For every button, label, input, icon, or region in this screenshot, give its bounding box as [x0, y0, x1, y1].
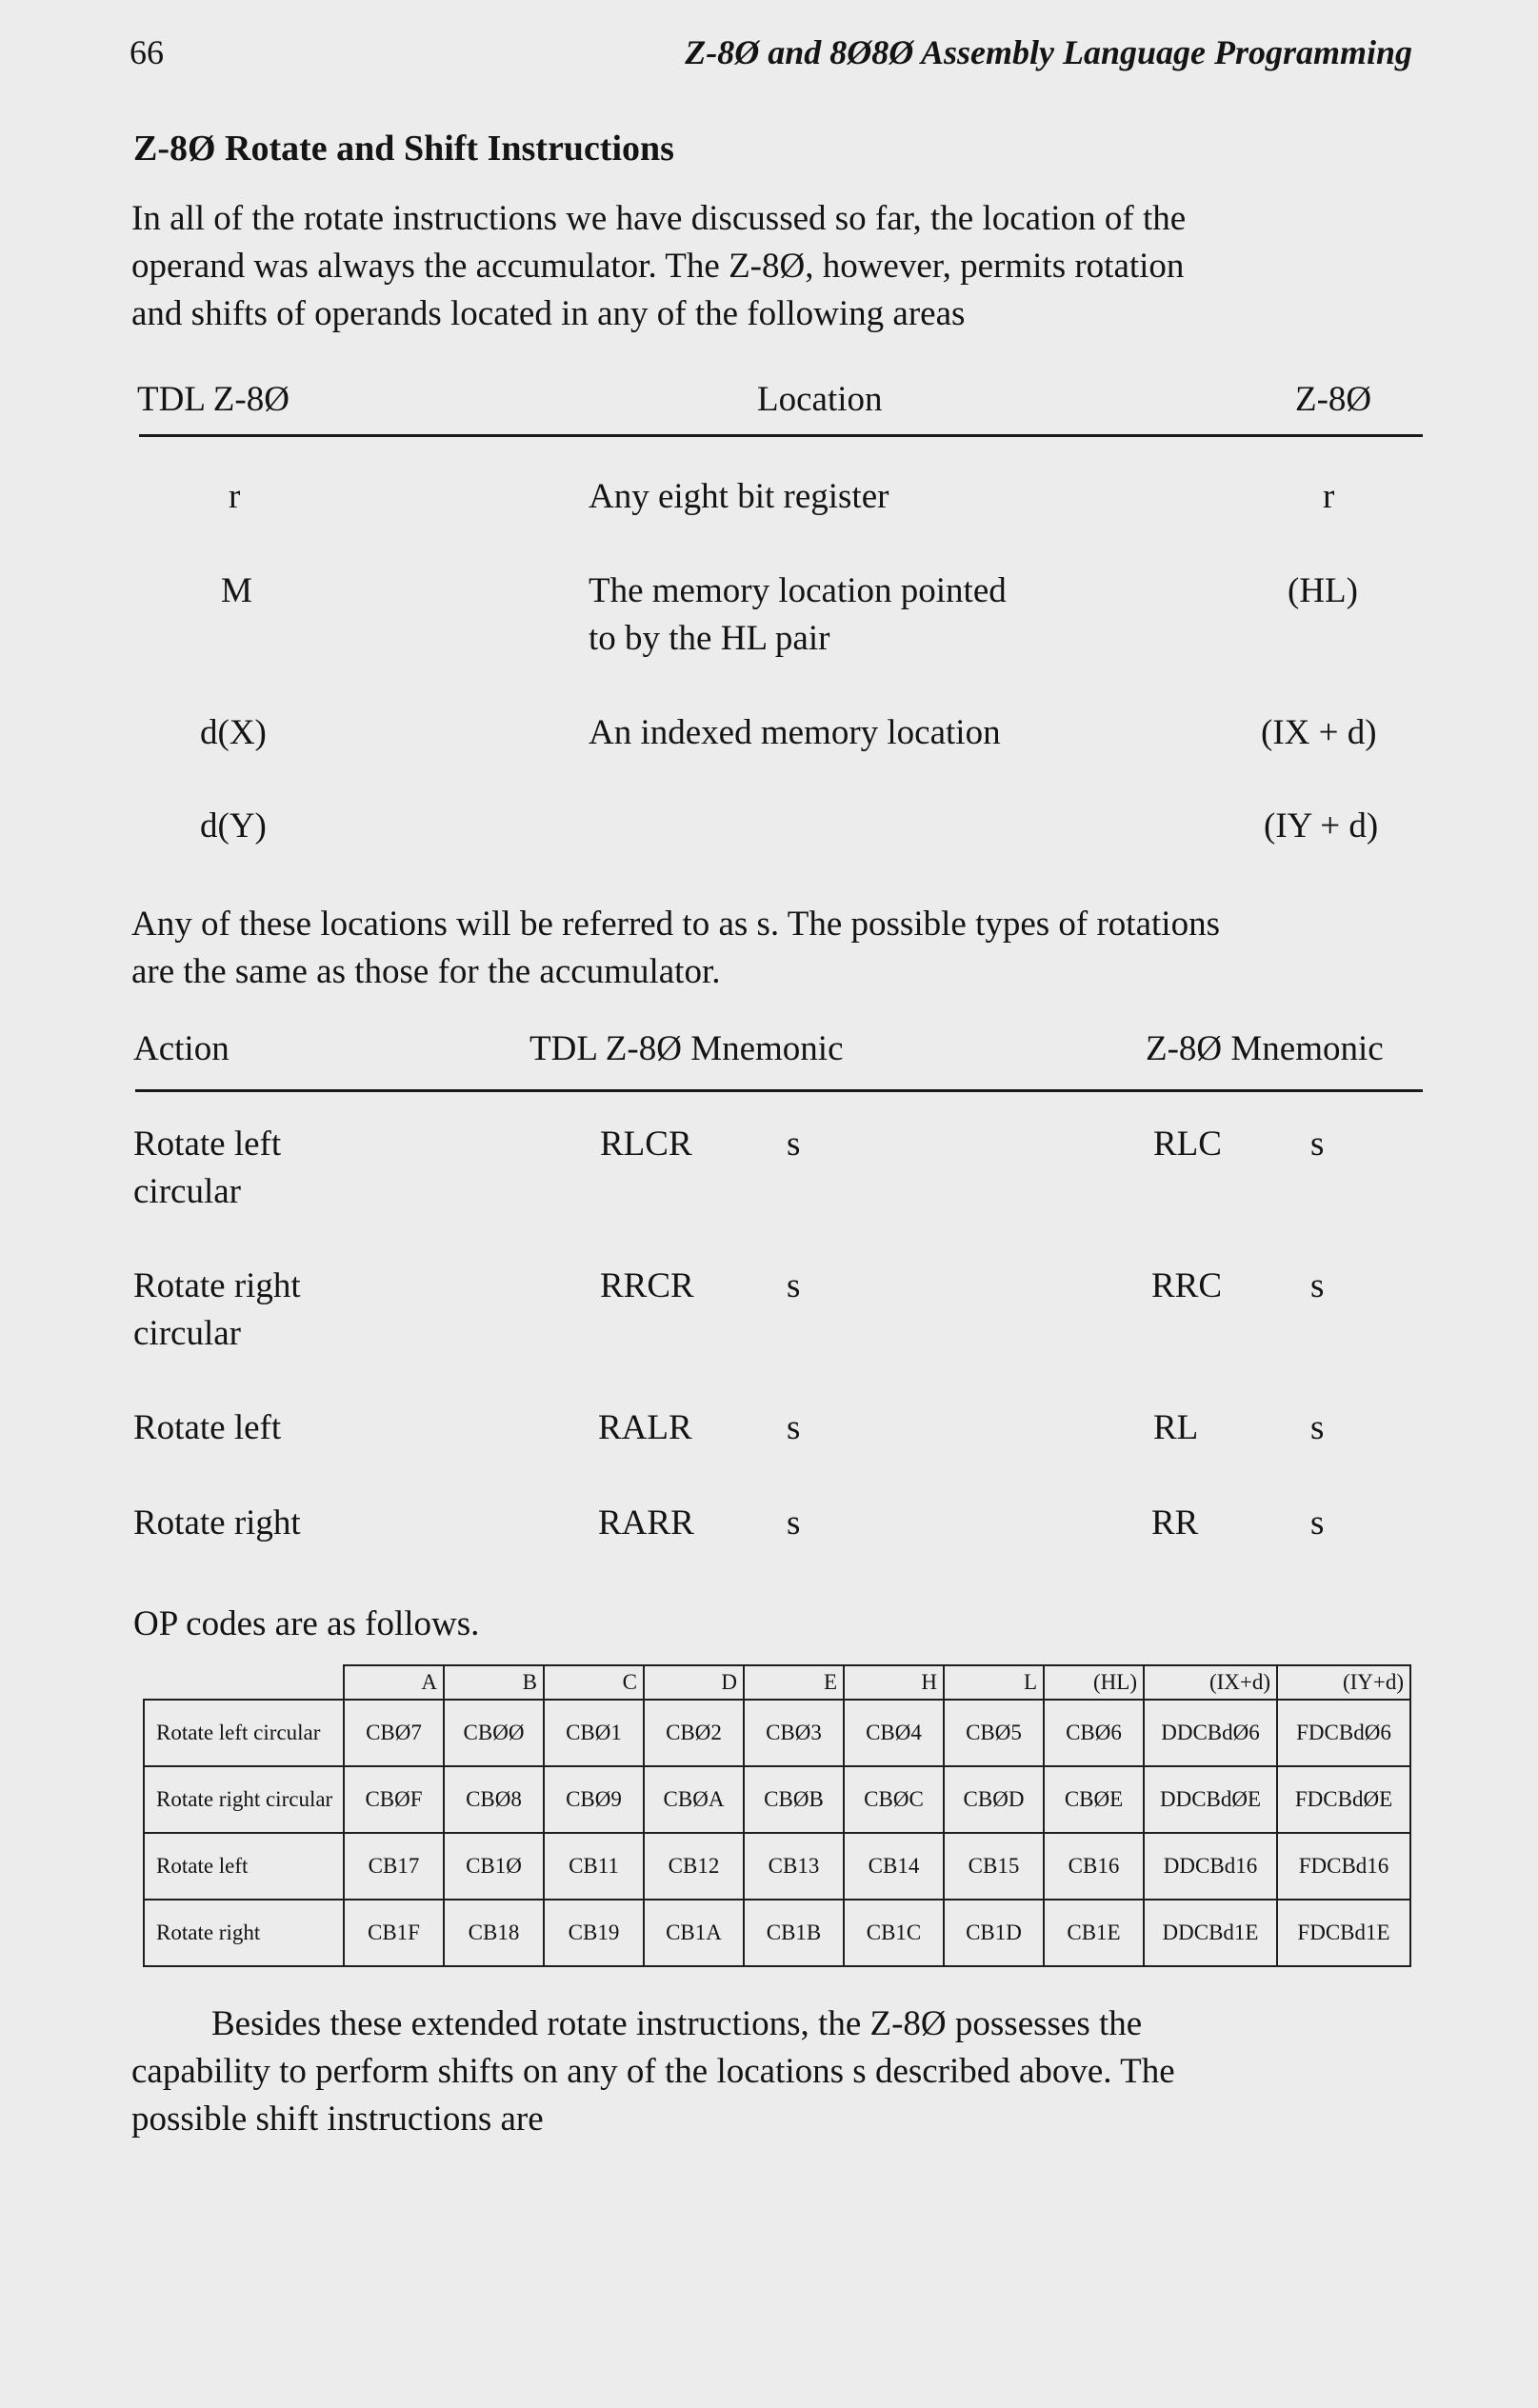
mid-line-1: Any of these locations will be referred to as s. The possible types of rotations — [131, 905, 1220, 944]
opcode-col-header: A — [344, 1665, 444, 1700]
mn-row-3-tdl: RALR — [598, 1408, 692, 1447]
opcode-cell: CB1B — [744, 1900, 844, 1966]
opcode-cell: DDCBdØ6 — [1144, 1700, 1277, 1766]
opcode-cell: CB1C — [844, 1900, 944, 1966]
opcode-cell: FDCBd1E — [1277, 1900, 1410, 1966]
opcode-cell: DDCBd1E — [1144, 1900, 1277, 1966]
mn-row-1-z80: RLC — [1153, 1124, 1222, 1164]
loc-row-3-z80: (IX + d) — [1261, 713, 1377, 752]
opcode-row-label: Rotate right circular — [144, 1766, 344, 1833]
loc-row-3-location: An indexed memory location — [589, 713, 1001, 752]
mn-row-4-z80: RR — [1151, 1503, 1199, 1542]
opcode-cell: CB11 — [544, 1833, 644, 1900]
mn-row-1-z80-operand: s — [1310, 1124, 1325, 1164]
opcode-row — [144, 1700, 1410, 1766]
opcode-col-header: H — [844, 1665, 944, 1700]
loc-row-1-tdl: r — [229, 477, 241, 516]
opcode-cell: CB1A — [644, 1900, 744, 1966]
opcode-cell: CB16 — [1044, 1833, 1144, 1900]
mn-row-1-action-line-1: Rotate left — [133, 1124, 282, 1164]
opcode-cell: CB1Ø — [444, 1833, 544, 1900]
opcode-cell: CBØ7 — [344, 1700, 444, 1766]
loc-row-4-tdl: d(Y) — [200, 806, 267, 846]
locations-header-rule — [139, 434, 1423, 437]
opcode-col-header: E — [744, 1665, 844, 1700]
opcode-cell: CBØB — [744, 1766, 844, 1833]
mn-row-4-action-line-1: Rotate right — [133, 1503, 301, 1542]
opcode-cell: CB15 — [944, 1833, 1044, 1900]
mnemonic-header-action: Action — [133, 1029, 230, 1068]
loc-row-2-location-line-1: The memory location pointed — [589, 571, 1007, 610]
opcode-cell: FDCBd16 — [1277, 1833, 1410, 1900]
opcode-cell: CB1F — [344, 1900, 444, 1966]
mn-row-1-tdl-operand: s — [787, 1124, 801, 1164]
opcode-cell: CB14 — [844, 1833, 944, 1900]
intro-line-2: operand was always the accumulator. The Z-8Ø, however, permits rotation — [131, 247, 1185, 286]
opcode-col-header: (IX+d) — [1144, 1665, 1277, 1700]
loc-row-1-location: Any eight bit register — [589, 477, 889, 516]
opcode-cell: CBØØ — [444, 1700, 544, 1766]
opcode-row-label: Rotate right — [144, 1900, 344, 1966]
mid-line-2: are the same as those for the accumulator. — [131, 952, 721, 991]
opcode-cell: CBØC — [844, 1766, 944, 1833]
mn-row-4-tdl: RARR — [598, 1503, 694, 1542]
opcode-cell: CBØ3 — [744, 1700, 844, 1766]
mn-row-2-tdl: RRCR — [600, 1266, 694, 1305]
loc-row-1-z80: r — [1323, 477, 1335, 516]
mn-row-4-z80-operand: s — [1310, 1503, 1325, 1542]
intro-line-1: In all of the rotate instructions we have discussed so far, the location of the — [131, 199, 1187, 238]
opcode-cell: CB1D — [944, 1900, 1044, 1966]
locations-header-z80: Z-8Ø — [1295, 380, 1372, 419]
mn-row-3-tdl-operand: s — [787, 1408, 801, 1447]
closing-line-1: Besides these extended rotate instructions, the Z-8Ø possesses the — [211, 2004, 1143, 2043]
loc-row-4-z80: (IY + d) — [1264, 806, 1379, 846]
mn-row-2-action-line-1: Rotate right — [133, 1266, 301, 1305]
opcode-cell: CB17 — [344, 1833, 444, 1900]
opcode-cell: CBØ1 — [544, 1700, 644, 1766]
closing-line-3: possible shift instructions are — [131, 2100, 544, 2139]
opcode-col-header: D — [644, 1665, 744, 1700]
opcode-row — [144, 1833, 1410, 1900]
opcode-col-header: B — [444, 1665, 544, 1700]
opcode-cell: CBØ4 — [844, 1700, 944, 1766]
mn-row-1-action-line-2: circular — [133, 1172, 241, 1211]
intro-line-3: and shifts of operands located in any of the following areas — [131, 294, 966, 333]
loc-row-3-tdl: d(X) — [200, 713, 267, 752]
closing-line-2: capability to perform shifts on any of the locations s described above. The — [131, 2052, 1175, 2091]
mn-row-4-tdl-operand: s — [787, 1503, 801, 1542]
loc-row-2-tdl: M — [221, 571, 252, 610]
opcode-cell: CB18 — [444, 1900, 544, 1966]
opcode-cell: CBØE — [1044, 1766, 1144, 1833]
opcode-intro: OP codes are as follows. — [133, 1604, 480, 1643]
opcode-row — [144, 1766, 1410, 1833]
running-title: Z-8Ø and 8Ø8Ø Assembly Language Programming — [685, 33, 1412, 71]
mn-row-1-tdl: RLCR — [600, 1124, 692, 1164]
mn-row-3-z80: RL — [1153, 1408, 1199, 1447]
opcode-cell: FDCBdØ6 — [1277, 1700, 1410, 1766]
locations-header-location: Location — [757, 380, 883, 419]
opcode-col-header: (IY+d) — [1277, 1665, 1410, 1700]
mn-row-3-action-line-1: Rotate left — [133, 1408, 282, 1447]
page-number: 66 — [130, 33, 164, 71]
mnemonic-header-rule — [135, 1089, 1423, 1092]
opcode-cell: CBØ5 — [944, 1700, 1044, 1766]
opcode-cell: DDCBd16 — [1144, 1833, 1277, 1900]
opcode-cell: CB13 — [744, 1833, 844, 1900]
loc-row-2-z80: (HL) — [1288, 571, 1358, 610]
mn-row-2-action-line-2: circular — [133, 1314, 241, 1353]
mn-row-2-z80-operand: s — [1310, 1266, 1325, 1305]
mn-row-2-z80: RRC — [1151, 1266, 1223, 1305]
opcode-row-label: Rotate left circular — [144, 1700, 344, 1766]
opcode-row — [144, 1900, 1410, 1966]
opcode-cell: CB12 — [644, 1833, 744, 1900]
opcode-col-header: L — [944, 1665, 1044, 1700]
opcode-cell: CBØD — [944, 1766, 1044, 1833]
opcode-cell: CBØ6 — [1044, 1700, 1144, 1766]
opcode-cell: DDCBdØE — [1144, 1766, 1277, 1833]
opcode-cell: CBØ2 — [644, 1700, 744, 1766]
mn-row-2-tdl-operand: s — [787, 1266, 801, 1305]
opcode-row-label: Rotate left — [144, 1833, 344, 1900]
opcode-table — [143, 1664, 1411, 1967]
opcode-cell: CBØ8 — [444, 1766, 544, 1833]
opcode-header-row — [144, 1665, 1410, 1700]
mn-row-3-z80-operand: s — [1310, 1408, 1325, 1447]
opcode-cell: FDCBdØE — [1277, 1766, 1410, 1833]
opcode-corner — [144, 1665, 344, 1700]
opcode-cell: CB1E — [1044, 1900, 1144, 1966]
opcode-col-header: C — [544, 1665, 644, 1700]
opcode-cell: CBØ9 — [544, 1766, 644, 1833]
opcode-cell: CBØA — [644, 1766, 744, 1833]
opcode-col-header: (HL) — [1044, 1665, 1144, 1700]
section-title: Z-8Ø Rotate and Shift Instructions — [133, 129, 674, 169]
loc-row-2-location-line-2: to by the HL pair — [589, 619, 830, 658]
locations-header-tdl: TDL Z-8Ø — [137, 380, 290, 419]
opcode-cell: CB19 — [544, 1900, 644, 1966]
mnemonic-header-tdl: TDL Z-8Ø Mnemonic — [529, 1029, 844, 1068]
opcode-cell: CBØF — [344, 1766, 444, 1833]
mnemonic-header-z80: Z-8Ø Mnemonic — [1146, 1029, 1384, 1068]
